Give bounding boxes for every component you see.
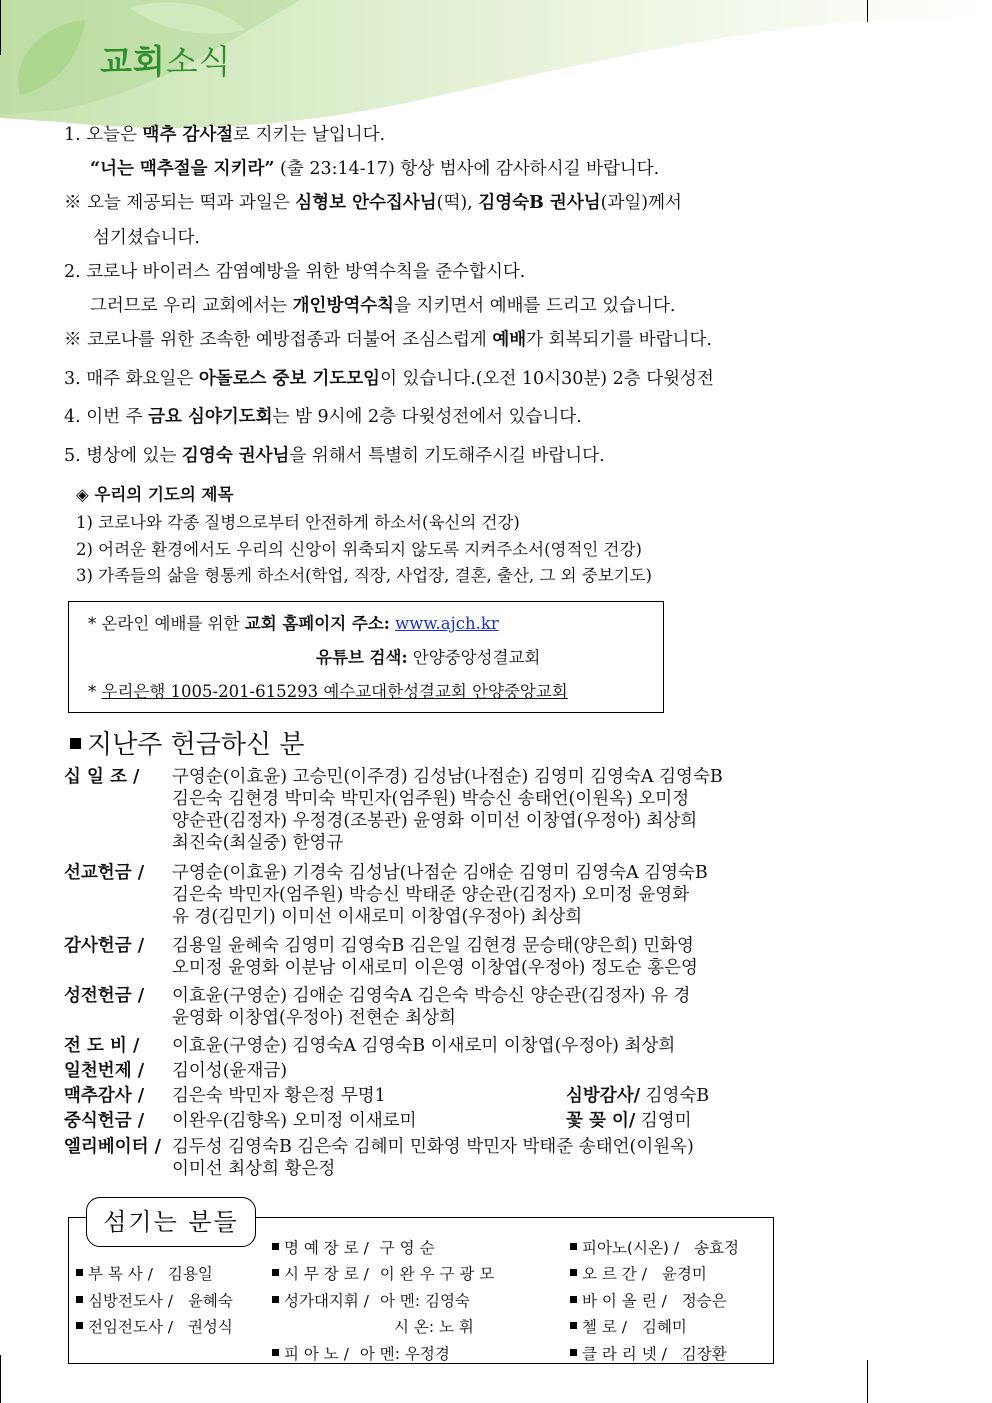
news-line-8: 3. 매주 화요일은 아돌로스 중보 기도모임이 있습니다.(오전 10시30분) 2층 다윗성전: [64, 369, 714, 389]
news-line-3: ※ 오늘 제공되는 떡과 과일은 심형보 안수집사님(떡), 김영숙B 권사님(과일)께서: [64, 193, 682, 213]
news-line-6: 그러므로 우리 교회에서는 개인방역수칙을 지키면서 예배를 드리고 있습니다.: [90, 296, 676, 316]
tithe-label: 십 일 조 /: [64, 767, 140, 787]
servers-title: 섬기는 분들: [86, 1197, 256, 1247]
youtube-line: 유튜브 검색: 안양중앙성결교회: [316, 648, 541, 667]
midday-names: 이완우(김향옥) 오미정 이새로미: [172, 1111, 417, 1131]
midday-label: 중식헌금 /: [64, 1111, 145, 1131]
news-line-2: “너는 맥추절을 지키라” (출 23:14-17) 항상 범사에 감사하시길 바랍니다.: [90, 159, 660, 179]
mission-names: 구영순(이효윤) 기경숙 김성남(나점순 김애순 김영미 김영숙A 김영숙B 김은숙 박민자(엄주원) 박승신 박태준 양순관(김정자) 오미정 윤영화 유 경(김민기) 이미선 이새로미 이창엽(우정아) 최상희: [172, 863, 708, 927]
square-bullet-icon: [570, 1296, 577, 1303]
homepage-link[interactable]: www.ajch.kr: [395, 614, 499, 633]
homepage-line: * 온라인 예배를 위한 교회 홈페이지 주소: www.ajch.kr: [88, 614, 499, 633]
tithe-names: 구영순(이효윤) 고승민(이주경) 김성남(나점순) 김영미 김영숙A 김영숙B 김은숙 김현경 박미숙 박민자(엄주원) 박승신 송태언(이원옥) 오미정 양순관(김정자) 우정경(조봉관) 윤영화 이미선 이창엽(우정아) 최상희 최진숙(최실중) 한영규: [172, 767, 723, 853]
ilcheon-label: 일천번제 /: [64, 1061, 145, 1081]
page-edge-left-bottom: [0, 1355, 1, 1403]
square-bullet-icon: [570, 1349, 577, 1356]
page-edge-left-top: [0, 0, 1, 55]
server-entry: 성가대지휘 / 아 멘: 김영숙: [272, 1289, 470, 1311]
harvest-names: 김은숙 박민자 황은정 무명1: [172, 1086, 386, 1106]
server-entry: 명 예 장 로 / 구 영 순: [272, 1236, 435, 1258]
square-bullet-icon: [570, 1269, 577, 1276]
harvest-label: 맥추감사 /: [64, 1086, 145, 1106]
prayer-title: ◈ 우리의 기도의 제목: [76, 485, 234, 504]
square-bullet-icon: [570, 1243, 577, 1250]
temple-label: 성전헌금 /: [64, 986, 145, 1006]
prayer-item: 3) 가족들의 삶을 형통케 하소서(학업, 직장, 사업장, 결혼, 출산, 그 외 중보기도): [76, 566, 652, 585]
ilcheon-names: 김이성(윤재금): [172, 1061, 288, 1081]
server-entry: 첼 로 / 김혜미: [570, 1315, 687, 1337]
prayer-item: 1) 코로나와 각종 질병으로부터 안전하게 하소서(육신의 건강): [76, 513, 520, 532]
evangelism-label: 전 도 비 /: [64, 1036, 140, 1056]
square-bullet-icon: [272, 1349, 279, 1356]
temple-names: 이효윤(구영순) 김애순 김영숙A 김은숙 박승신 양순관(김정자) 유 경 윤영화 이창엽(우정아) 전현순 최상희: [172, 986, 691, 1028]
page-edge-right-top: [867, 0, 868, 22]
server-entry: 클 라 리 넷 / 김장환: [570, 1342, 727, 1364]
server-entry: 시 온: 노 휘: [394, 1318, 474, 1336]
square-bullet-icon: [76, 1322, 83, 1329]
offering-section-title: 지난주 헌금하신 분: [70, 724, 304, 761]
server-entry: 오 르 간 / 윤경미: [570, 1262, 707, 1284]
thanks-label: 감사헌금 /: [64, 936, 145, 956]
mission-label: 선교헌금 /: [64, 863, 145, 883]
page-edge-right-bottom: [867, 1360, 868, 1403]
server-entry: 바 이 올 린 / 정승은: [570, 1289, 727, 1311]
news-line-5: 2. 코로나 바이러스 감염예방을 위한 방역수칙을 준수합시다.: [64, 262, 526, 282]
server-entry: 피아노(시온) / 송효정: [570, 1236, 739, 1258]
server-entry: 피 아 노 / 아 멘: 우정경: [272, 1342, 450, 1364]
page-title: 교회소식: [100, 42, 232, 81]
square-bullet-icon: [76, 1269, 83, 1276]
square-bullet-icon: [272, 1243, 279, 1250]
server-entry: 시 무 장 로 / 이 완 우 구 광 모: [272, 1262, 494, 1284]
flower-arrangement: 꽃 꽂 이/ 김영미: [566, 1111, 692, 1131]
square-bullet-icon: [272, 1269, 279, 1276]
thanks-names: 김용일 윤혜숙 김영미 김영숙B 김은일 김현경 문승태(양은희) 민화영 오미정 윤영화 이분남 이새로미 이은영 이창엽(우정아) 정도순 홍은영: [172, 936, 698, 978]
square-bullet-icon: [76, 1296, 83, 1303]
news-line-9: 4. 이번 주 금요 심야기도회는 밤 9시에 2층 다윗성전에서 있습니다.: [64, 407, 582, 427]
bank-account-line: * 우리은행 1005-201-615293 예수교대한성결교회 안양중앙교회: [88, 682, 568, 701]
news-line-10: 5. 병상에 있는 김영숙 권사님을 위해서 특별히 기도해주시길 바랍니다.: [64, 446, 605, 466]
server-entry: 전임전도사 / 권성식: [76, 1315, 233, 1337]
visit-thanks: 심방감사/ 김영숙B: [566, 1086, 710, 1106]
square-bullet-icon: [570, 1322, 577, 1329]
square-bullet-icon: [272, 1296, 279, 1303]
evangelism-names: 이효윤(구영순) 김영숙A 김영숙B 이새로미 이창엽(우정아) 최상희: [172, 1036, 676, 1056]
server-entry: 심방전도사 / 윤혜숙: [76, 1289, 233, 1311]
elevator-names: 김두성 김영숙B 김은숙 김혜미 민화영 박민자 박태준 송태언(이원옥) 이미선 최상희 황은정: [172, 1137, 694, 1179]
square-bullet-icon: [70, 738, 81, 749]
elevator-label: 엘리베이터 /: [64, 1137, 162, 1157]
news-line-1: 1. 오늘은 맥추 감사절로 지키는 날입니다.: [64, 125, 386, 145]
news-line-4: 섬기셨습니다.: [93, 228, 200, 248]
news-line-7: ※ 코로나를 위한 조속한 예방접종과 더불어 조심스럽게 예배가 회복되기를 바랍니다.: [64, 330, 712, 350]
server-entry: 부 목 사 / 김용일: [76, 1262, 213, 1284]
prayer-item: 2) 어려운 환경에서도 우리의 신앙이 위축되지 않도록 지켜주소서(영적인 건강): [76, 540, 642, 559]
